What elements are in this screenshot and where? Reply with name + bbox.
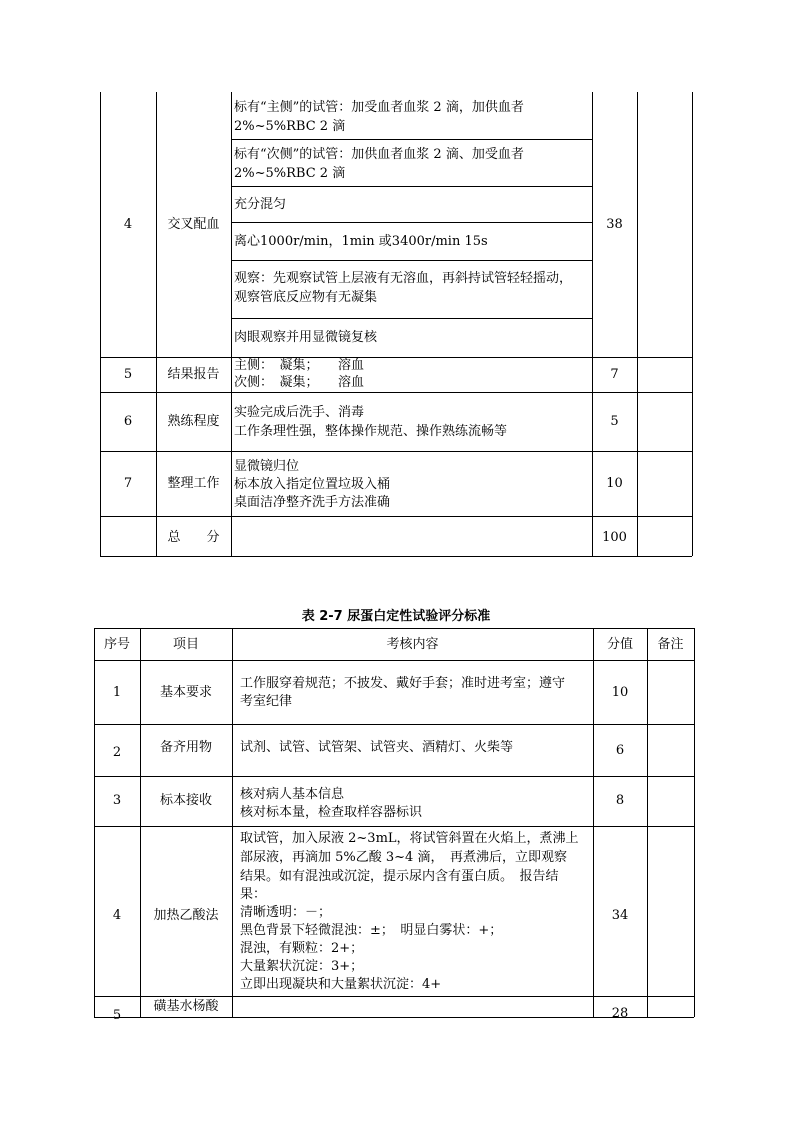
- header-content: 考核内容: [386, 637, 439, 652]
- content-line: 取试管，加入尿液 2~3mL，将试管斜置在火焰上，煮沸上: [240, 831, 579, 846]
- row-item: 结果报告: [167, 367, 220, 382]
- content-line: 考室纪律: [240, 694, 293, 709]
- content-line: 黑色背景下轻微混浊：±； 明显白雾状：+；: [240, 923, 503, 938]
- row-score: 7: [610, 367, 619, 382]
- header-number: 序号: [103, 637, 130, 652]
- content-line: 观察管底反应物有无凝集: [234, 290, 378, 305]
- row-number: 4: [112, 908, 122, 923]
- content-line: 2%~5%RBC 2 滴: [234, 119, 346, 134]
- content-line: 核对病人基本信息: [240, 787, 345, 802]
- header-note: 备注: [657, 637, 684, 652]
- content-line: 工作条理性强，整体操作规范、操作熟练流畅等: [234, 424, 508, 439]
- content-line: 结果。如有混浊或沉淀，提示尿内含有蛋白质。 报告结: [240, 869, 559, 884]
- content-line: 显微镜归位: [234, 459, 300, 474]
- row-score: 10: [611, 685, 629, 700]
- total-score: 100: [602, 530, 627, 545]
- content-line: 工作服穿着规范；不披发、戴好手套；准时进考室；遵守: [240, 676, 566, 691]
- row-item: 交叉配血: [167, 217, 220, 232]
- content-line: 清晰透明：－；: [240, 905, 332, 920]
- content-line: 主侧： 凝集； 溶血: [234, 358, 365, 373]
- content-line: 部尿液，再滴加 5%乙酸 3~4 滴， 再煮沸后，立即观察: [240, 850, 567, 865]
- row-score: 28: [611, 1006, 629, 1021]
- row-number: 6: [123, 414, 133, 429]
- row-score: 5: [610, 414, 619, 429]
- content-line: 试剂、试管、试管架、试管夹、酒精灯、火柴等: [240, 740, 514, 755]
- content-line: 肉眼观察并用显微镜复核: [234, 330, 378, 345]
- row-item: 备齐用物: [159, 740, 212, 755]
- content-line: 实验完成后洗手、消毒: [234, 405, 365, 420]
- row-number: 2: [112, 745, 122, 760]
- content-line: 桌面洁净整齐洗手方法准确: [234, 495, 391, 510]
- table-caption: 表 2-7 尿蛋白定性试验评分标准: [301, 609, 491, 624]
- total-label: 总 分: [167, 530, 220, 545]
- row-number: 5: [112, 1008, 122, 1023]
- row-item: 加热乙酸法: [153, 908, 219, 923]
- content-line: 标有“次侧”的试管：加供血者血浆 2 滴、加受血者: [234, 147, 524, 162]
- content-line: 立即出现凝块和大量絮状沉淀：4+: [240, 977, 442, 992]
- row-number: 7: [123, 476, 133, 491]
- row-score: 8: [615, 793, 625, 808]
- row-score: 38: [606, 217, 623, 232]
- content-line: 混浊，有颗粒：2+；: [240, 941, 364, 956]
- content-line: 核对标本量，检查取样容器标识: [240, 805, 423, 820]
- content-line: 充分混匀: [234, 197, 287, 212]
- row-item: 熟练程度: [167, 414, 220, 429]
- content-line: 果：: [240, 887, 267, 902]
- row-item: 整理工作: [167, 476, 220, 491]
- content-line: 大量絮状沉淀：3+；: [240, 959, 364, 974]
- content-line: 观察：先观察试管上层液有无溶血，再斜持试管轻轻摇动，: [234, 271, 573, 286]
- content-line: 离心1000r/min，1min 或3400r/min 15s: [234, 234, 488, 249]
- row-score: 6: [615, 743, 625, 758]
- row-item: 磺基水杨酸: [153, 999, 219, 1014]
- row-number: 1: [112, 685, 122, 700]
- row-number: 5: [123, 367, 133, 382]
- content-line: 次侧： 凝集； 溶血: [234, 375, 365, 390]
- row-item: 标本接收: [159, 793, 212, 808]
- row-number: 4: [123, 217, 133, 232]
- content-line: 标本放入指定位置垃圾入桶: [234, 477, 391, 492]
- content-line: 标有“主侧”的试管：加受血者血浆 2 滴，加供血者: [234, 100, 524, 115]
- row-number: 3: [112, 793, 122, 808]
- row-item: 基本要求: [159, 685, 212, 700]
- header-score: 分值: [606, 637, 633, 652]
- row-score: 34: [611, 908, 629, 923]
- content-line: 2%~5%RBC 2 滴: [234, 166, 346, 181]
- header-item: 项目: [172, 637, 199, 652]
- row-score: 10: [606, 476, 623, 491]
